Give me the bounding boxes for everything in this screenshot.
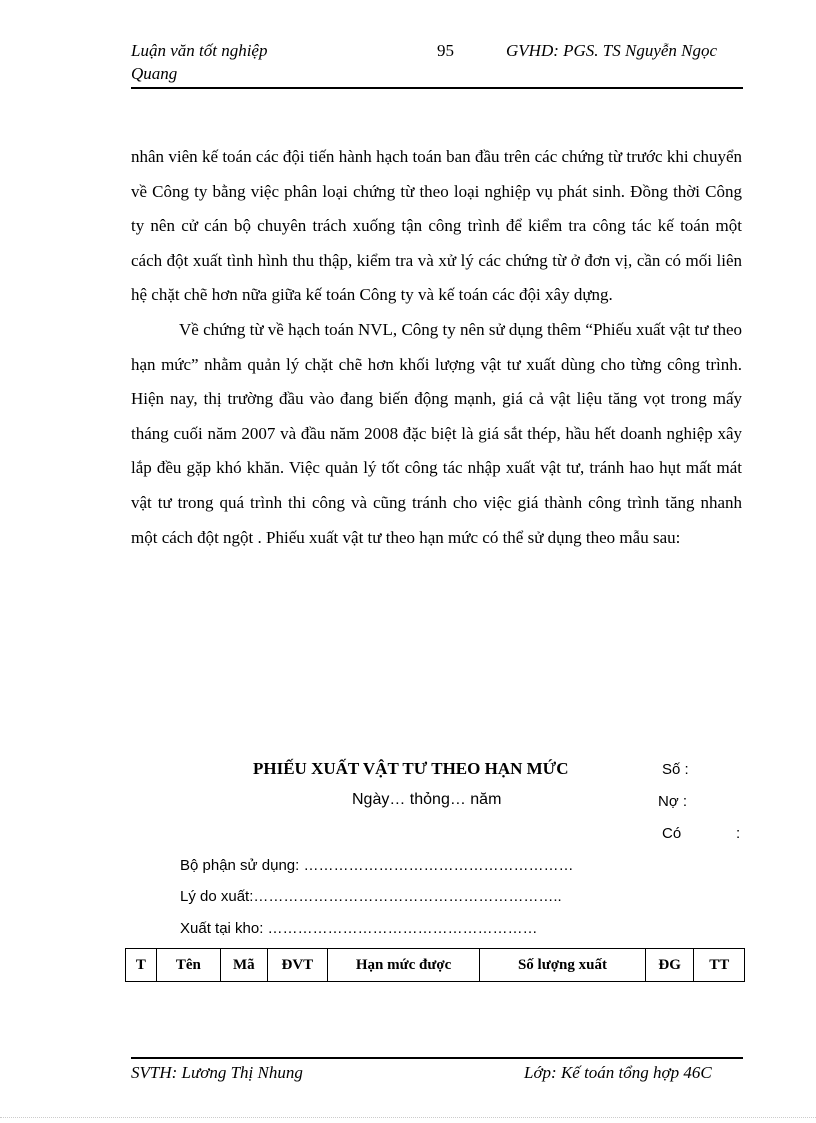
header-advisor: GVHD: PGS. TS Nguyễn Ngọc <box>506 41 718 60</box>
header-thesis-label: Luận văn tốt nghiệp <box>131 41 268 60</box>
form-title: PHIẾU XUẤT VẬT TƯ THEO HẠN MỨC <box>253 759 569 778</box>
table-header-cell: ĐVT <box>267 949 328 982</box>
body-text <box>131 140 742 555</box>
form-number-label: Số : <box>662 761 689 778</box>
table-header-cell: Số lượng xuất <box>480 949 646 982</box>
header-rule <box>131 87 743 89</box>
credit-label: Có <box>662 825 682 842</box>
paragraph-1: nhân viên kế toán các đội tiến hành hạch toán ban đầu trên các chứng từ trước khi chuyển về Công ty bằng việc phân loại chứng từ theo loại nghiệp vụ phát sinh. Đồng thời Công ty nên cử cán bộ chuyên trách xuống tận công trình để kiểm tra công tác kế toán một cách đột xuất tình hình thu thập, kiểm tra và xử lý các chứng từ ở đơn vị, cần có mối liên hệ chặt chẽ hơn nữa giữa kế toán Công ty và kế toán các đội xây dựng. <box>131 147 742 305</box>
page-edge-divider <box>0 1117 816 1118</box>
page-number: 95 <box>437 41 454 60</box>
footer-rule <box>131 1057 743 1059</box>
table-header-cell: TT <box>694 949 745 982</box>
voucher-table <box>125 948 745 982</box>
footer-student: SVTH: Lương Thị Nhung <box>131 1063 303 1082</box>
reason-line: Lý do xuất:…………………………………………………….. <box>180 888 562 905</box>
table-header-cell: Hạn mức được <box>328 949 480 982</box>
credit-colon: : <box>736 825 741 842</box>
table-header-cell: Mã <box>221 949 268 982</box>
table-header-cell: T <box>126 949 157 982</box>
debit-label: Nợ : <box>658 793 688 810</box>
paragraph-2: Về chứng từ về hạch toán NVL, Công ty nên sử dụng thêm “Phiếu xuất vật tư theo hạn mức” nhằm quản lý chặt chẽ hơn khối lượng vật tư xuất dùng cho từng công trình. Hiện nay, thị trường đầu vào đang biến động mạnh, giá cả vật liệu tăng vọt trong mấy tháng cuối năm 2007 và đầu năm 2008 đặc biệt là giá sắt thép, hầu hết doanh nghiệp xây lắp đều gặp khó khăn. Việc quản lý tốt công tác nhập xuất vật tư, tránh hao hụt mất mát vật tư trong quá trình thi công và cũng tránh cho việc giá thành công trình tăng nhanh một cách đột ngột . Phiếu xuất vật tư theo hạn mức có thể sử dụng theo mẫu sau: <box>131 319 742 547</box>
warehouse-line: Xuất tại kho: ……………………………………………… <box>180 920 538 937</box>
department-line: Bộ phận sử dụng: ……………………………………………… <box>180 857 574 874</box>
credit-field <box>662 825 742 842</box>
table-header-cell: Tên <box>156 949 220 982</box>
footer-class: Lớp: Kế toán tổng hợp 46C <box>524 1063 712 1082</box>
header-advisor-continued: Quang <box>131 64 178 83</box>
form-date-line: Ngày… thỏng… năm <box>352 791 502 808</box>
table-header-cell: ĐG <box>645 949 694 982</box>
table-header-row <box>126 949 745 982</box>
